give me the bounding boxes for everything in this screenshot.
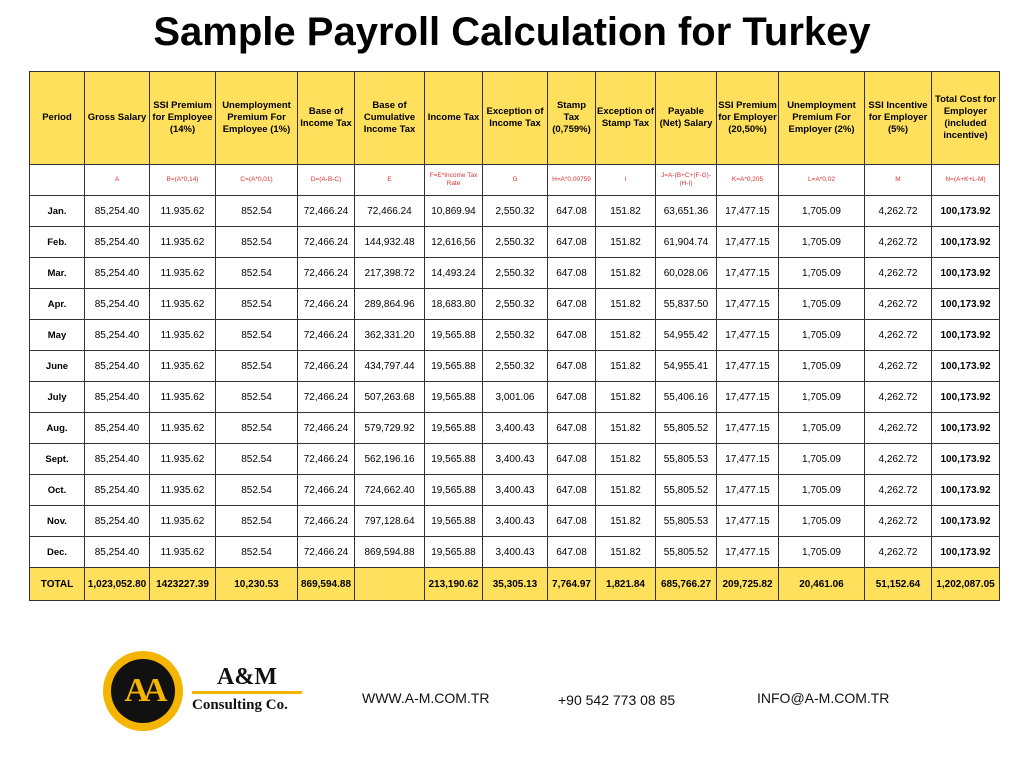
table-cell: 19,565.88 — [425, 320, 483, 351]
table-cell: 12,616,56 — [425, 227, 483, 258]
table-cell: 11.935.62 — [150, 258, 216, 289]
table-cell: 151.82 — [596, 227, 656, 258]
total-cell: 1,202,087.05 — [932, 568, 1000, 601]
payroll-table — [29, 71, 1000, 601]
table-cell: 151.82 — [596, 537, 656, 568]
column-header: Exception of Income Tax — [483, 72, 548, 165]
table-cell: 19,565.88 — [425, 413, 483, 444]
table-cell: 11.935.62 — [150, 289, 216, 320]
total-cell: 209,725.82 — [717, 568, 779, 601]
table-cell: 72,466.24 — [298, 196, 355, 227]
total-cell: 213,190.62 — [425, 568, 483, 601]
phone-number[interactable]: +90 542 773 08 85 — [558, 692, 676, 708]
table-cell: 72,466.24 — [298, 413, 355, 444]
table-cell: 100,173.92 — [932, 444, 1000, 475]
table-cell: 17,477.15 — [717, 382, 779, 413]
table-row — [30, 382, 1000, 413]
table-cell: 100,173.92 — [932, 506, 1000, 537]
table-cell: 852.54 — [216, 289, 298, 320]
formula-cell: L=A*0,02 — [779, 165, 865, 196]
table-row — [30, 444, 1000, 475]
table-cell: 11.935.62 — [150, 537, 216, 568]
period-cell: Aug. — [30, 413, 85, 444]
formula-cell: N=(A+K+L-M) — [932, 165, 1000, 196]
table-cell: 11.935.62 — [150, 475, 216, 506]
column-header: Exception of Stamp Tax — [596, 72, 656, 165]
period-cell: Oct. — [30, 475, 85, 506]
column-header: Income Tax — [425, 72, 483, 165]
brand-name: A&M — [217, 664, 277, 690]
total-cell: 7,764.97 — [548, 568, 596, 601]
table-cell: 151.82 — [596, 475, 656, 506]
table-cell: 55,406.16 — [656, 382, 717, 413]
table-cell: 100,173.92 — [932, 475, 1000, 506]
table-cell: 11.935.62 — [150, 444, 216, 475]
table-cell: 4,262.72 — [865, 444, 932, 475]
table-cell: 85,254.40 — [85, 258, 150, 289]
logo-icon — [103, 651, 183, 731]
table-cell: 3,400.43 — [483, 475, 548, 506]
formula-cell: J=A-(B+C+(F-G)-(H-I) — [656, 165, 717, 196]
formula-cell: E — [355, 165, 425, 196]
table-cell: 151.82 — [596, 506, 656, 537]
table-cell: 4,262.72 — [865, 289, 932, 320]
totals-row — [30, 568, 1000, 601]
table-cell: 72,466.24 — [298, 537, 355, 568]
table-cell: 100,173.92 — [932, 320, 1000, 351]
table-cell: 10,869.94 — [425, 196, 483, 227]
table-row — [30, 351, 1000, 382]
table-cell: 85,254.40 — [85, 289, 150, 320]
period-cell: Sept. — [30, 444, 85, 475]
table-cell: 647.08 — [548, 227, 596, 258]
website-link[interactable]: WWW.A-M.COM.TR — [362, 690, 490, 706]
table-cell: 1,705.09 — [779, 382, 865, 413]
period-cell: Apr. — [30, 289, 85, 320]
table-cell: 55,805.52 — [656, 475, 717, 506]
formula-cell: A — [85, 165, 150, 196]
table-cell: 724,662.40 — [355, 475, 425, 506]
table-cell: 1,705.09 — [779, 258, 865, 289]
table-cell: 4,262.72 — [865, 475, 932, 506]
table-cell: 72,466.24 — [298, 444, 355, 475]
table-cell: 19,565.88 — [425, 506, 483, 537]
table-cell: 4,262.72 — [865, 320, 932, 351]
table-cell: 869,594.88 — [355, 537, 425, 568]
formula-row — [30, 165, 1000, 196]
table-cell: 11.935.62 — [150, 382, 216, 413]
table-cell: 3,400.43 — [483, 413, 548, 444]
total-cell: 1,023,052.80 — [85, 568, 150, 601]
total-cell: 10,230.53 — [216, 568, 298, 601]
table-cell: 2,550.32 — [483, 320, 548, 351]
table-row — [30, 320, 1000, 351]
table-cell: 19,565.88 — [425, 351, 483, 382]
table-cell: 647.08 — [548, 506, 596, 537]
table-cell: 1,705.09 — [779, 227, 865, 258]
table-cell: 852.54 — [216, 413, 298, 444]
table-cell: 151.82 — [596, 413, 656, 444]
total-cell: 51,152.64 — [865, 568, 932, 601]
table-cell: 1,705.09 — [779, 196, 865, 227]
formula-cell: G — [483, 165, 548, 196]
table-cell: 151.82 — [596, 320, 656, 351]
total-cell: 869,594.88 — [298, 568, 355, 601]
column-header: Unemployment Premium For Employer (2%) — [779, 72, 865, 165]
table-cell: 17,477.15 — [717, 475, 779, 506]
period-cell: July — [30, 382, 85, 413]
table-cell: 54,955.42 — [656, 320, 717, 351]
column-header: Gross Salary — [85, 72, 150, 165]
period-cell: Dec. — [30, 537, 85, 568]
table-cell: 85,254.40 — [85, 475, 150, 506]
table-cell: 72,466.24 — [298, 258, 355, 289]
table-cell: 852.54 — [216, 320, 298, 351]
table-cell: 151.82 — [596, 382, 656, 413]
column-header: SSI Premium for Employee (14%) — [150, 72, 216, 165]
table-cell: 100,173.92 — [932, 258, 1000, 289]
table-cell: 72,466.24 — [355, 196, 425, 227]
table-cell: 17,477.15 — [717, 351, 779, 382]
footer — [0, 650, 1024, 740]
table-cell: 4,262.72 — [865, 196, 932, 227]
period-cell: June — [30, 351, 85, 382]
formula-cell: D=(A-B-C) — [298, 165, 355, 196]
table-cell: 72,466.24 — [298, 227, 355, 258]
table-cell: 2,550.32 — [483, 258, 548, 289]
table-cell: 85,254.40 — [85, 196, 150, 227]
table-cell: 647.08 — [548, 444, 596, 475]
table-cell: 151.82 — [596, 444, 656, 475]
email-link[interactable]: INFO@A-M.COM.TR — [757, 690, 890, 706]
table-cell: 85,254.40 — [85, 506, 150, 537]
table-cell: 100,173.92 — [932, 537, 1000, 568]
table-cell: 55,805.52 — [656, 537, 717, 568]
page-title: Sample Payroll Calculation for Turkey — [153, 10, 871, 54]
table-cell: 3,001.06 — [483, 382, 548, 413]
table-cell: 85,254.40 — [85, 351, 150, 382]
brand-subtitle: Consulting Co. — [192, 697, 288, 713]
table-cell: 17,477.15 — [717, 413, 779, 444]
table-cell: 19,565.88 — [425, 537, 483, 568]
header-row — [30, 72, 1000, 165]
table-cell: 1,705.09 — [779, 413, 865, 444]
table-cell: 852.54 — [216, 382, 298, 413]
table-row — [30, 258, 1000, 289]
table-cell: 14,493.24 — [425, 258, 483, 289]
table-cell: 55,805.53 — [656, 444, 717, 475]
table-cell: 18,683.80 — [425, 289, 483, 320]
table-cell: 647.08 — [548, 413, 596, 444]
table-cell: 2,550.32 — [483, 351, 548, 382]
table-row — [30, 289, 1000, 320]
formula-cell: F=E*Income Tax Rate — [425, 165, 483, 196]
table-cell: 4,262.72 — [865, 382, 932, 413]
total-cell: 685,766.27 — [656, 568, 717, 601]
column-header: Payable (Net) Salary — [656, 72, 717, 165]
table-cell: 100,173.92 — [932, 382, 1000, 413]
table-cell: 17,477.15 — [717, 506, 779, 537]
table-cell: 852.54 — [216, 506, 298, 537]
table-row — [30, 537, 1000, 568]
formula-cell: K=A*0,205 — [717, 165, 779, 196]
table-cell: 3,400.43 — [483, 444, 548, 475]
table-cell: 2,550.32 — [483, 289, 548, 320]
table-cell: 151.82 — [596, 351, 656, 382]
table-cell: 63,651.36 — [656, 196, 717, 227]
table-row — [30, 475, 1000, 506]
table-cell: 579,729.92 — [355, 413, 425, 444]
table-cell: 4,262.72 — [865, 258, 932, 289]
table-cell: 85,254.40 — [85, 227, 150, 258]
column-header: Stamp Tax (0,759%) — [548, 72, 596, 165]
column-header: Period — [30, 72, 85, 165]
table-cell: 11.935.62 — [150, 196, 216, 227]
total-cell: TOTAL — [30, 568, 85, 601]
table-cell: 55,805.52 — [656, 413, 717, 444]
brand-divider — [192, 691, 302, 694]
table-cell: 144,932.48 — [355, 227, 425, 258]
total-cell — [355, 568, 425, 601]
table-cell: 85,254.40 — [85, 444, 150, 475]
table-cell: 852.54 — [216, 444, 298, 475]
formula-cell: I — [596, 165, 656, 196]
table-cell: 647.08 — [548, 258, 596, 289]
table-cell: 3,400.43 — [483, 537, 548, 568]
table-cell: 289,864.96 — [355, 289, 425, 320]
table-cell: 17,477.15 — [717, 289, 779, 320]
table-cell: 17,477.15 — [717, 320, 779, 351]
table-cell: 11.935.62 — [150, 351, 216, 382]
table-cell: 3,400.43 — [483, 506, 548, 537]
column-header: Base of Cumulative Income Tax — [355, 72, 425, 165]
table-cell: 852.54 — [216, 227, 298, 258]
table-cell: 61,904.74 — [656, 227, 717, 258]
table-cell: 1,705.09 — [779, 320, 865, 351]
column-header: Unemployment Premium For Employee (1%) — [216, 72, 298, 165]
table-cell: 151.82 — [596, 289, 656, 320]
table-cell: 17,477.15 — [717, 227, 779, 258]
table-cell: 562,196.16 — [355, 444, 425, 475]
table-cell: 4,262.72 — [865, 227, 932, 258]
table-cell: 17,477.15 — [717, 258, 779, 289]
table-cell: 647.08 — [548, 320, 596, 351]
table-cell: 151.82 — [596, 258, 656, 289]
table-cell: 1,705.09 — [779, 289, 865, 320]
table-row — [30, 413, 1000, 444]
table-row — [30, 196, 1000, 227]
table-cell: 2,550.32 — [483, 227, 548, 258]
table-cell: 85,254.40 — [85, 320, 150, 351]
table-cell: 151.82 — [596, 196, 656, 227]
period-cell: Jan. — [30, 196, 85, 227]
table-cell: 1,705.09 — [779, 537, 865, 568]
logo-initials: AA — [111, 659, 175, 723]
table-cell: 11.935.62 — [150, 506, 216, 537]
table-cell: 100,173.92 — [932, 413, 1000, 444]
formula-cell: B=(A*0,14) — [150, 165, 216, 196]
table-cell: 100,173.92 — [932, 289, 1000, 320]
period-cell: May — [30, 320, 85, 351]
table-cell: 217,398.72 — [355, 258, 425, 289]
formula-cell: C=(A*0,01) — [216, 165, 298, 196]
table-cell: 362,331.20 — [355, 320, 425, 351]
table-cell: 55,837.50 — [656, 289, 717, 320]
total-cell: 1423227.39 — [150, 568, 216, 601]
column-header: SSI Premium for Employer (20,50%) — [717, 72, 779, 165]
table-cell: 85,254.40 — [85, 413, 150, 444]
table-cell: 17,477.15 — [717, 537, 779, 568]
column-header: SSI Incentive for Employer (5%) — [865, 72, 932, 165]
period-cell: Feb. — [30, 227, 85, 258]
table-cell: 4,262.72 — [865, 351, 932, 382]
table-row — [30, 506, 1000, 537]
table-cell: 72,466.24 — [298, 506, 355, 537]
table-cell: 100,173.92 — [932, 351, 1000, 382]
table-cell: 647.08 — [548, 382, 596, 413]
table-cell: 11.935.62 — [150, 227, 216, 258]
table-cell: 85,254.40 — [85, 382, 150, 413]
total-cell: 20,461.06 — [779, 568, 865, 601]
table-cell: 19,565.88 — [425, 475, 483, 506]
total-cell: 35,305.13 — [483, 568, 548, 601]
table-cell: 72,466.24 — [298, 320, 355, 351]
table-cell: 647.08 — [548, 289, 596, 320]
table-cell: 19,565.88 — [425, 444, 483, 475]
table-cell: 72,466.24 — [298, 289, 355, 320]
table-cell: 85,254.40 — [85, 537, 150, 568]
total-cell: 1,821.84 — [596, 568, 656, 601]
table-cell: 852.54 — [216, 475, 298, 506]
table-cell: 11.935.62 — [150, 413, 216, 444]
table-cell: 647.08 — [548, 537, 596, 568]
table-row — [30, 227, 1000, 258]
table-cell: 4,262.72 — [865, 506, 932, 537]
table-cell: 72,466.24 — [298, 382, 355, 413]
table-cell: 54,955.41 — [656, 351, 717, 382]
table-cell: 797,128.64 — [355, 506, 425, 537]
period-cell: Nov. — [30, 506, 85, 537]
column-header: Total Cost for Employer (included incentive) — [932, 72, 1000, 165]
period-cell: Mar. — [30, 258, 85, 289]
table-cell: 72,466.24 — [298, 351, 355, 382]
table-cell: 55,805.53 — [656, 506, 717, 537]
table-cell: 72,466.24 — [298, 475, 355, 506]
table-cell: 1,705.09 — [779, 444, 865, 475]
table-cell: 1,705.09 — [779, 506, 865, 537]
table-cell: 4,262.72 — [865, 413, 932, 444]
formula-cell: M — [865, 165, 932, 196]
table-cell: 647.08 — [548, 351, 596, 382]
table-cell: 17,477.15 — [717, 196, 779, 227]
table-cell: 100,173.92 — [932, 227, 1000, 258]
formula-cell: H=A*0,00759 — [548, 165, 596, 196]
table-cell: 1,705.09 — [779, 475, 865, 506]
table-cell: 852.54 — [216, 258, 298, 289]
table-cell: 17,477.15 — [717, 444, 779, 475]
table-cell: 1,705.09 — [779, 351, 865, 382]
table-cell: 60,028.06 — [656, 258, 717, 289]
column-header: Base of Income Tax — [298, 72, 355, 165]
table-cell: 4,262.72 — [865, 537, 932, 568]
table-cell: 852.54 — [216, 196, 298, 227]
table-cell: 19,565.88 — [425, 382, 483, 413]
table-cell: 507,263.68 — [355, 382, 425, 413]
table-cell: 647.08 — [548, 196, 596, 227]
brand — [192, 664, 302, 714]
table-cell: 2,550.32 — [483, 196, 548, 227]
table-cell: 434,797.44 — [355, 351, 425, 382]
formula-cell — [30, 165, 85, 196]
table-cell: 100,173.92 — [932, 196, 1000, 227]
table-cell: 852.54 — [216, 351, 298, 382]
table-cell: 852.54 — [216, 537, 298, 568]
table-cell: 11.935.62 — [150, 320, 216, 351]
table-cell: 647.08 — [548, 475, 596, 506]
